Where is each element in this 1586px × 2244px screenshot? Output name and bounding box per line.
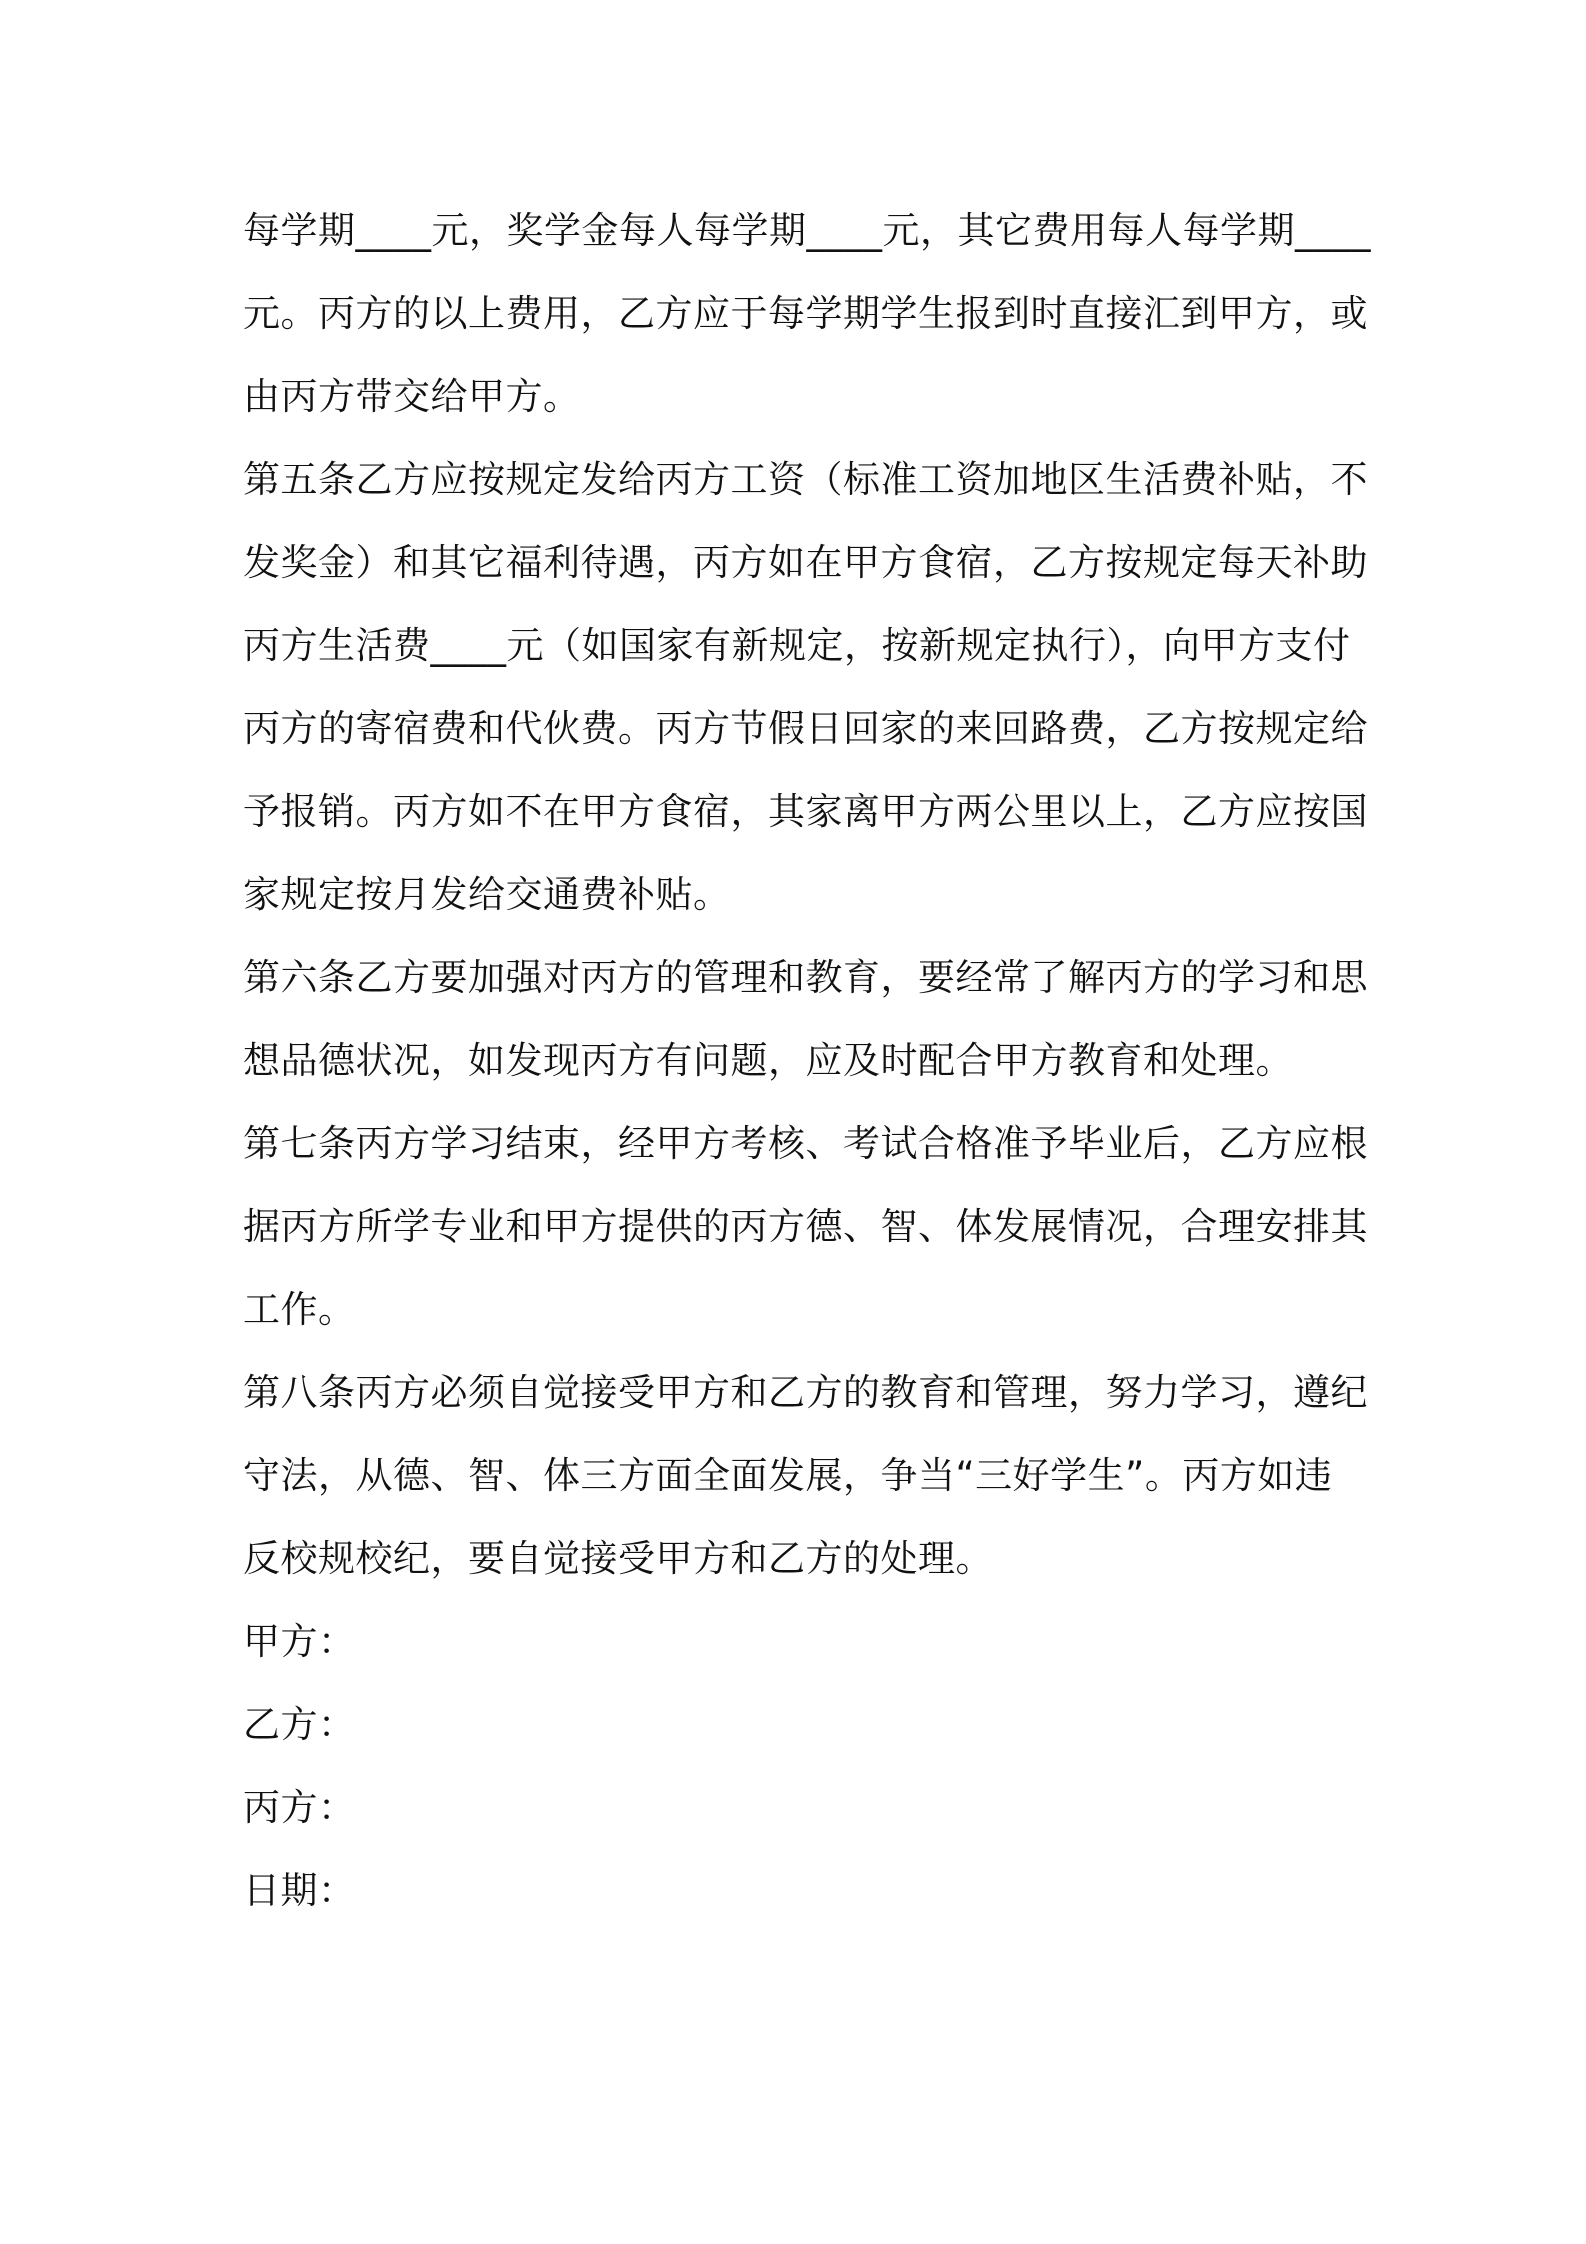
text-line: 元。丙方的以上费用，乙方应于每学期学生报到时直接汇到甲方，或 — [243, 292, 1368, 335]
article-6-line: 第六条乙方要加强对丙方的管理和教育，要经常了解丙方的学习和思 — [243, 956, 1368, 999]
text-line: 反校规校纪，要自觉接受甲方和乙方的处理。 — [243, 1537, 993, 1580]
signature-date: 日期： — [243, 1869, 356, 1912]
text-line: 由丙方带交给甲方。 — [243, 375, 581, 418]
signature-party-b: 乙方： — [243, 1703, 356, 1746]
signature-party-a: 甲方： — [243, 1620, 356, 1663]
article-7-line: 第七条丙方学习结束，经甲方考核、考试合格准予毕业后，乙方应根 — [243, 1122, 1368, 1165]
text-line: 每学期____元，奖学金每人每学期____元，其它费用每人每学期____ — [243, 209, 1371, 252]
document-body — [243, 189, 1371, 1932]
text-line: 丙方的寄宿费和代伙费。丙方节假日回家的来回路费，乙方按规定给 — [243, 707, 1368, 750]
text-line: 工作。 — [243, 1288, 356, 1331]
article-8-line: 第八条丙方必须自觉接受甲方和乙方的教育和管理，努力学习，遵纪 — [243, 1371, 1368, 1414]
text-line: 予报销。丙方如不在甲方食宿，其家离甲方两公里以上，乙方应按国 — [243, 790, 1368, 833]
text-line: 家规定按月发给交通费补贴。 — [243, 873, 731, 916]
text-line: 发奖金）和其它福利待遇，丙方如在甲方食宿，乙方按规定每天补助 — [243, 541, 1368, 584]
article-5-line: 第五条乙方应按规定发给丙方工资（标准工资加地区生活费补贴，不 — [243, 458, 1368, 501]
text-line: 丙方生活费____元（如国家有新规定，按新规定执行），向甲方支付 — [243, 624, 1351, 667]
text-line: 想品德状况，如发现丙方有问题，应及时配合甲方教育和处理。 — [243, 1039, 1293, 1082]
text-line: 守法，从德、智、体三方面全面发展，争当“三好学生”。丙方如违 — [243, 1454, 1333, 1497]
signature-party-c: 丙方： — [243, 1786, 356, 1829]
text-line: 据丙方所学专业和甲方提供的丙方德、智、体发展情况，合理安排其 — [243, 1205, 1368, 1248]
